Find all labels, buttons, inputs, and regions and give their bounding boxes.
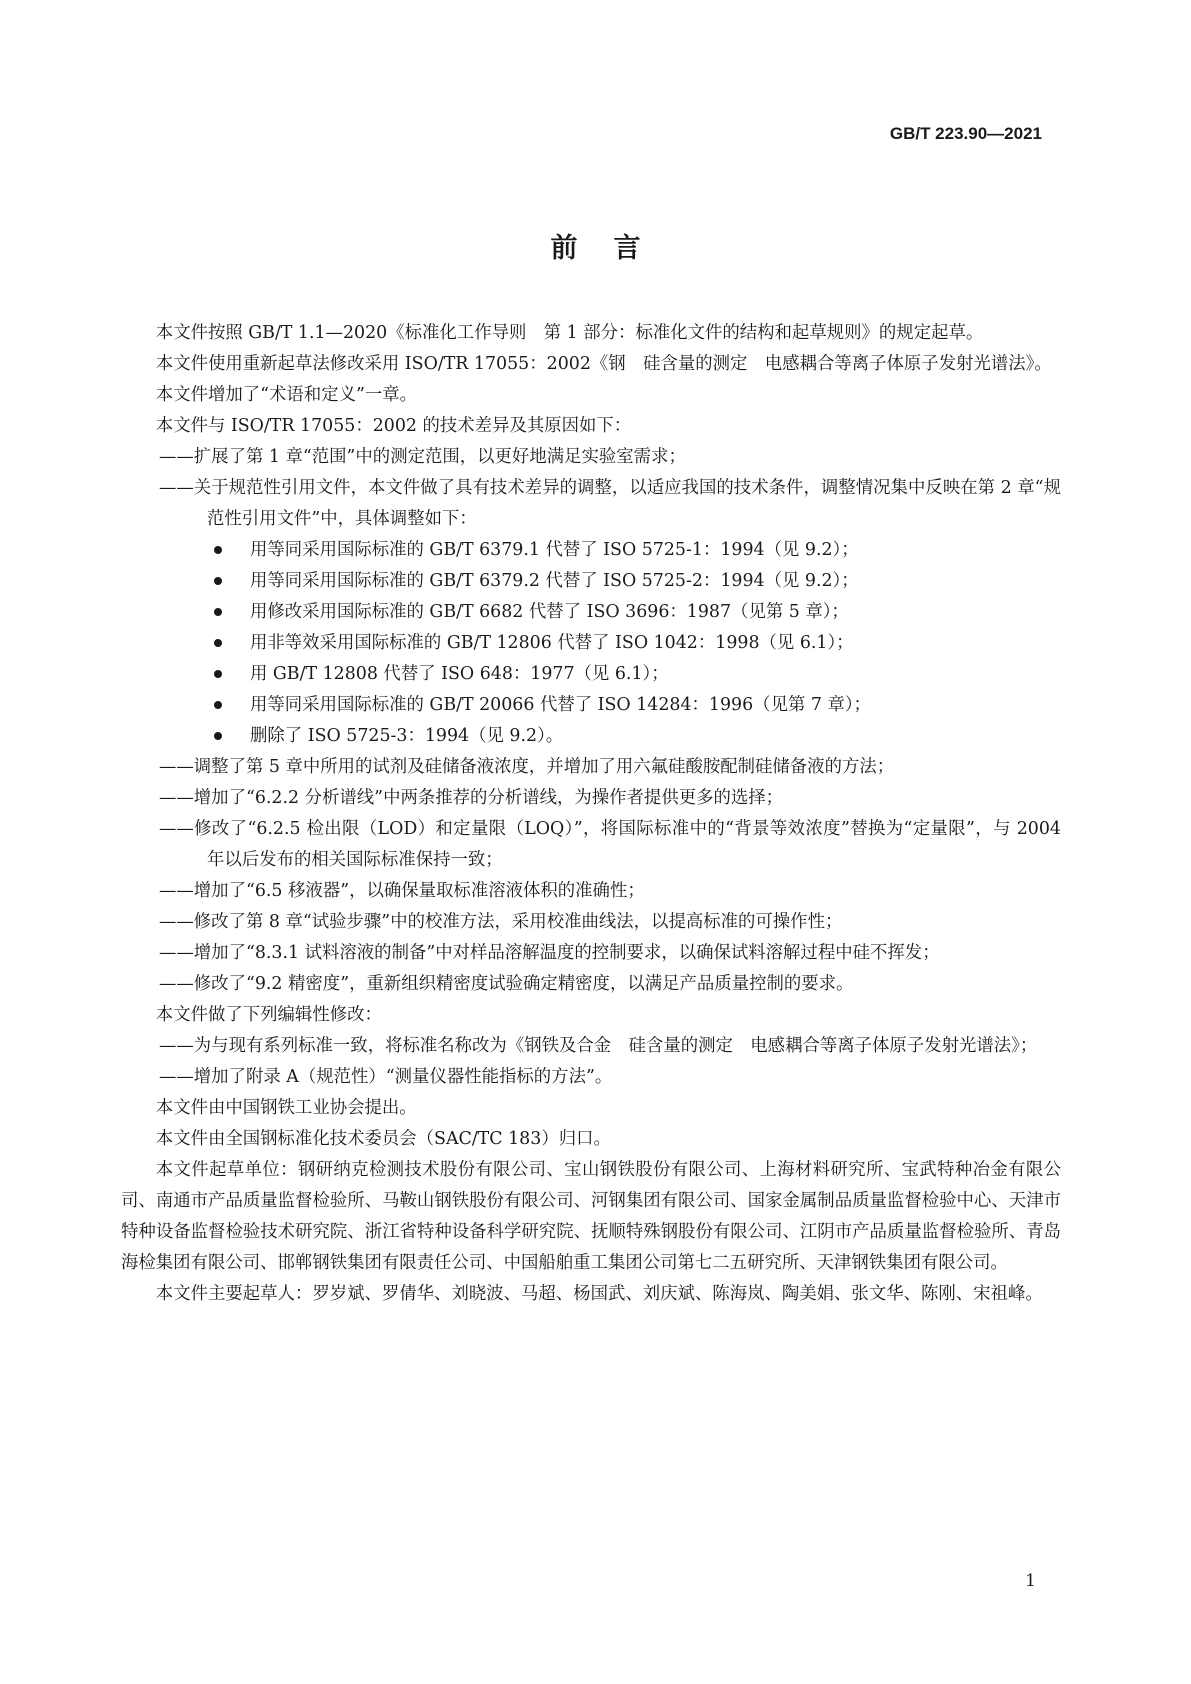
bullet-item: [121, 659, 1061, 690]
paragraph: 本文件按照 GB/T 1.1—2020《标准化工作导则 第 1 部分：标准化文件的结构和起草规则》的规定起草。: [155, 323, 984, 343]
bullet-item: [121, 690, 1061, 721]
bullet-item: [121, 721, 1061, 752]
bullet-dot-icon: [214, 701, 222, 709]
page-title: 前言: [550, 233, 677, 264]
paragraph: 本文件起草单位：钢研纳克检测技术股份有限公司、宝山钢铁股份有限公司、上海材料研究所、宝武特种冶金有限公司、南通市产品质量监督检验所、马鞍山钢铁股份有限公司、河钢集团有限公司、国家金属制品质量监督检验中心、天津市特种设备监督检验技术研究院、浙江省特种设备科学研究院、抚顺特殊钢股份有限公司、江阴市产品质量监督检验所、青岛海检集团有限公司、邯郸钢铁集团有限责任公司、中国船舶重工集团公司第七二五研究所、天津钢铁集团有限公司。: [121, 1160, 1061, 1273]
bullet-text: 用等同采用国际标准的 GB/T 20066 代替了 ISO 14284：1996（见第 7 章）；: [250, 695, 871, 715]
bullet-text: 用非等效采用国际标准的 GB/T 12806 代替了 ISO 1042：1998（见 6.1）；: [250, 633, 854, 653]
dash-item: ——关于规范性引用文件，本文件做了具有技术差异的调整，以适应我国的技术条件，调整情况集中反映在第 2 章“规范性引用文件”中，具体调整如下：: [159, 478, 1061, 529]
dash-item: ——增加了附录 A（规范性）“测量仪器性能指标的方法”。: [159, 1067, 613, 1087]
bullet-dot-icon: [214, 670, 222, 678]
bullet-item: [121, 535, 1061, 566]
dash-item: ——增加了“8.3.1 试料溶液的制备”中对样品溶解温度的控制要求，以确保试料溶解过程中硅不挥发；: [159, 943, 940, 963]
bullet-dot-icon: [214, 577, 222, 585]
bullet-dot-icon: [214, 639, 222, 647]
bullet-text: 删除了 ISO 5725-3：1994（见 9.2）。: [250, 726, 564, 746]
bullet-text: 用等同采用国际标准的 GB/T 6379.1 代替了 ISO 5725-1：1994（见 9.2）；: [250, 540, 859, 560]
bullet-dot-icon: [214, 608, 222, 616]
paragraph: 本文件由中国钢铁工业协会提出。: [155, 1098, 417, 1118]
bullet-item: [121, 597, 1061, 628]
bullet-dot-icon: [214, 546, 222, 554]
standard-code: GB/T 223.90—2021: [889, 124, 1042, 143]
bullet-item: [121, 628, 1061, 659]
paragraph: 本文件由全国钢标准化技术委员会（SAC/TC 183）归口。: [155, 1129, 611, 1149]
dash-item: ——扩展了第 1 章“范围”中的测定范围，以更好地满足实验室需求；: [159, 447, 686, 467]
dash-item: ——增加了“6.2.2 分析谱线”中两条推荐的分析谱线，为操作者提供更多的选择；: [159, 788, 784, 808]
paragraph: 本文件做了下列编辑性修改：: [155, 1005, 382, 1025]
bullet-text: 用 GB/T 12808 代替了 ISO 648：1977（见 6.1）；: [250, 664, 669, 684]
dash-item: ——调整了第 5 章中所用的试剂及硅储备液浓度，并增加了用六氟硅酸胺配制硅储备液的方法；: [159, 757, 895, 777]
paragraph: 本文件使用重新起草法修改采用 ISO/TR 17055：2002《钢 硅含量的测定 电感耦合等离子体原子发射光谱法》。: [155, 354, 1052, 374]
bullet-text: 用修改采用国际标准的 GB/T 6682 代替了 ISO 3696：1987（见第 5 章）；: [250, 602, 849, 622]
page-number: 1: [1025, 1571, 1036, 1591]
bullet-dot-icon: [214, 732, 222, 740]
dash-item: ——修改了“6.2.5 检出限（LOD）和定量限（LOQ）”，将国际标准中的“背景等效浓度”替换为“定量限”，与 2004 年以后发布的相关国际标准保持一致；: [159, 819, 1061, 870]
bullet-text: 用等同采用国际标准的 GB/T 6379.2 代替了 ISO 5725-2：1994（见 9.2）；: [250, 571, 859, 591]
paragraph: 本文件与 ISO/TR 17055：2002 的技术差异及其原因如下：: [155, 416, 632, 436]
paragraph: 本文件主要起草人：罗岁斌、罗倩华、刘晓波、马超、杨国武、刘庆斌、陈海岚、陶美娟、张文华、陈刚、宋祖峰。: [155, 1284, 1043, 1304]
foreword-body: [121, 318, 1061, 1310]
paragraph: 本文件增加了“术语和定义”一章。: [155, 385, 418, 405]
dash-item: ——增加了“6.5 移液器”，以确保量取标准溶液体积的准确性；: [159, 881, 645, 901]
dash-item: ——修改了第 8 章“试验步骤”中的校准方法，采用校准曲线法，以提高标准的可操作性；: [159, 912, 843, 932]
dash-item: ——为与现有系列标准一致，将标准名称改为《钢铁及合金 硅含量的测定 电感耦合等离子体原子发射光谱法》；: [159, 1036, 1038, 1056]
dash-item: ——修改了“9.2 精密度”，重新组织精密度试验确定精密度，以满足产品质量控制的要求。: [159, 974, 854, 994]
bullet-item: [121, 566, 1061, 597]
